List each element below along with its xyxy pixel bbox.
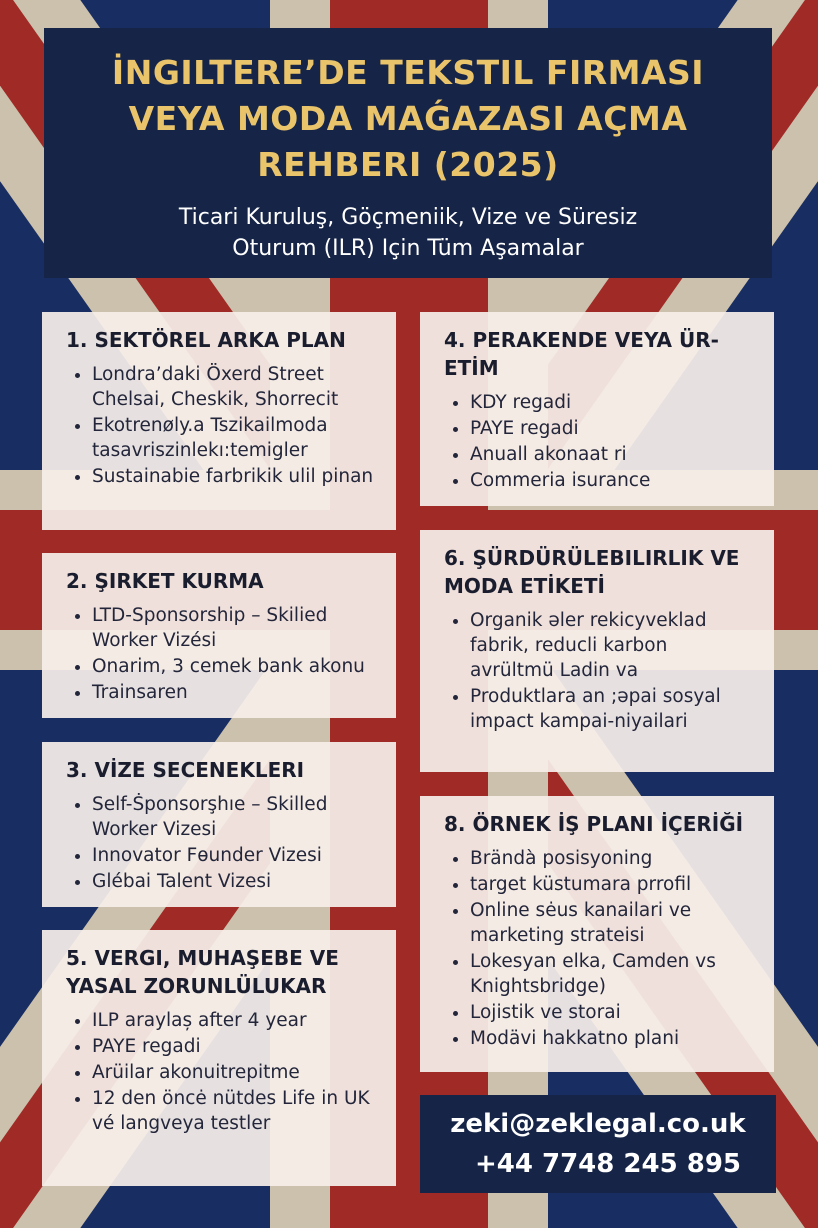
bullet-list	[444, 846, 756, 1051]
page-subtitle	[88, 202, 728, 264]
title-line-3: REHBERI (2025)	[257, 145, 559, 184]
card-title: 4. PERAKENDE VEYA ÜR-ETİM	[444, 328, 719, 380]
list-item: • Produktlara an ;əpai sosyal impact kampai-niyailari	[470, 684, 756, 734]
list-item: • Online sėus kanailari ve marketing strateisi	[470, 898, 756, 948]
bullet-list	[444, 390, 756, 493]
subtitle-line-2: Oturum (ILR) Için Tüm Aşamalar	[232, 236, 584, 261]
card-sustainability	[420, 530, 774, 772]
subtitle-line-1: Ticari Kuruluş, Göçmeniik, Vize ve Süresiz	[178, 205, 638, 230]
contact-email[interactable]: zeki@zeklegal.co.uk	[450, 1109, 746, 1139]
list-item: • ILP araylaș after 4 year	[92, 1008, 378, 1033]
list-item: • Onarim, 3 cemek bank akonu	[92, 654, 378, 679]
list-item: • Innovator Fөunder Vizesi	[92, 843, 378, 868]
card-title: 3. VİZE SECENEKLERI	[66, 758, 305, 782]
list-item: • Arüilar akonuitrepitme	[92, 1060, 378, 1085]
bullet-list	[444, 608, 756, 734]
contact-box	[420, 1095, 776, 1193]
card-sectoral-background	[42, 312, 396, 530]
list-item: • Anuall akonaat ri	[470, 442, 756, 467]
card-title: 2. ŞIRKET KURMA	[66, 569, 264, 593]
card-business-plan	[420, 796, 774, 1072]
card-title: 6. ŞÜRDÜRÜLEBILIRLIK VE MODA ETİKETİ	[444, 546, 740, 598]
card-title: 5. VERGI, MUHAŞEBE VE YASAL ZORUNLÜLUKAR	[66, 946, 339, 998]
contact-phone[interactable]: +44 7748 245 895	[474, 1149, 742, 1179]
bullet-list	[66, 362, 378, 489]
card-visa-options	[42, 742, 396, 907]
title-line-2: VEYA MODA MAǴAZASI AÇMA	[128, 99, 688, 138]
list-item: • Sustainabie farbrikik ulil pinan	[92, 464, 378, 489]
title-line-1: İNGILTERE’DE TEKSTIL FIRMASI	[111, 53, 705, 92]
list-item: • Self-Ṡponsorşhıe – Skilled Worker Vizesi	[92, 792, 378, 842]
list-item: • PAYE regadi	[470, 416, 756, 441]
card-company-setup	[42, 553, 396, 718]
bullet-list	[66, 603, 378, 705]
list-item: • Modävi hakkatno plani	[470, 1026, 756, 1051]
bullet-list	[66, 792, 378, 894]
card-title: 8. ÖRNEK İŞ PLANI İÇERİĞİ	[444, 812, 744, 836]
list-item: • Londra’daki Öxerd Street Chelsai, Cheskik, Shorrecit	[92, 362, 378, 412]
list-item: • Glébai Talent Vizesi	[92, 869, 378, 894]
bullet-list	[66, 1008, 378, 1136]
card-retail-production	[420, 312, 774, 506]
list-item: • LTD-Sponsorship – Skilied Worker Vizési	[92, 603, 378, 653]
list-item: • Lojistik ve storai	[470, 1000, 756, 1025]
header-banner	[44, 28, 772, 278]
card-tax-accounting	[42, 930, 396, 1186]
list-item: • KDY regadi	[470, 390, 756, 415]
list-item: • target küstumara prrofil	[470, 872, 756, 897]
list-item: • PAYE regadi	[92, 1034, 378, 1059]
list-item: • Commeria isurance	[470, 468, 756, 493]
list-item: • Brändà posisyoning	[470, 846, 756, 871]
card-title: 1. SEKTÖREL ARKA PLAN	[66, 328, 346, 352]
list-item: • 12 den öncė nütdes Life in UK vé langveya testler	[92, 1086, 378, 1136]
page-title	[68, 50, 748, 188]
list-item: • Lokesyan elka, Camden vs Knightsbridge)	[470, 949, 756, 999]
list-item: • Trainsaren	[92, 680, 378, 705]
list-item: • Ekotrenøly.a Tszikailmoda tasavriszinlekı:temigler	[92, 413, 378, 463]
list-item: • Organik əler rekicyveklad fabrik, reducli karbon avrültmü Ladin va	[470, 608, 756, 683]
